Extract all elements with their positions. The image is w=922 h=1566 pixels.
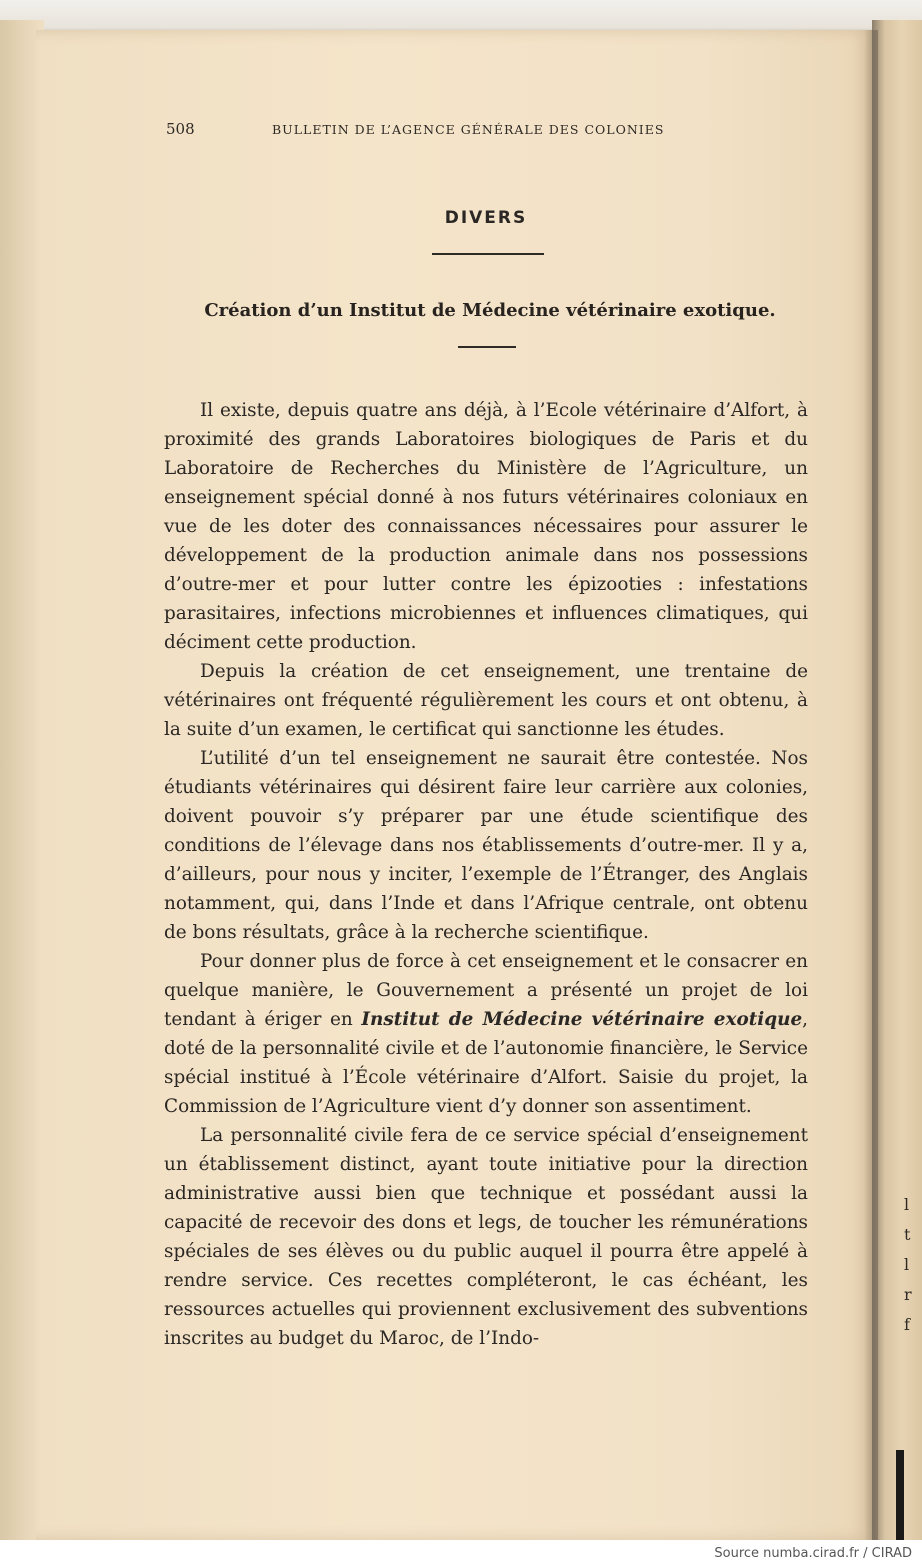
page-number: 508: [166, 120, 195, 138]
institute-name-emphasis: Institut de Médecine vétérinaire exotique: [361, 1009, 803, 1030]
fragment-char: t: [904, 1225, 911, 1244]
paragraph: Il existe, depuis quatre ans déjà, à l’Ecole vétérinaire d’Alfort, à proximité des grands Laboratoires biologiques de Paris et du Laboratoire de Recherches du Ministère de l’Agriculture, un enseignement spécial donné à nos futurs vétérinaires coloniaux en vue de les doter des connaissances nécessaires pour assurer le développement de la production animale dans nos possessions d’outre-mer et pour lutter contre les épizooties : infestations parasitaires, infections microbiennes et influences climatiques, qui déciment cette production.: [164, 400, 808, 653]
paragraph-text: , doté de la personnalité civile et de l’autonomie financière, le Service spécial institué à l’École vétérinaire d’Alfort. Saisie du projet, la Commission de l’Agriculture vient d’y donner son assentiment.: [164, 1009, 809, 1117]
paragraph: [164, 947, 808, 1121]
article-title: Création d’un Institut de Médecine vétérinaire exotique.: [204, 300, 776, 321]
next-page-text-fragments: [904, 1190, 920, 1340]
fragment-char: l: [904, 1255, 910, 1274]
fragment-char: l: [904, 1195, 910, 1214]
section-divider: [432, 253, 544, 255]
paragraph: La personnalité civile fera de ce service spécial d’enseignement un établissement distinct, ayant toute initiative pour la direction administrative aussi bien que technique et possédant aussi la capacité de recevoir des dons et legs, de toucher les rémunérations spéciales de ses élèves ou du public auquel il pourra être appelé à rendre service. Ces recettes compléteront, le cas échéant, les ressources actuelles qui proviennent exclusivement des subventions inscrites au budget du Maroc, de l’Indo-: [164, 1125, 808, 1349]
page-header: [166, 120, 806, 140]
running-head: BULLETIN DE L’AGENCE GÉNÉRALE DES COLONIES: [272, 122, 665, 137]
section-title: DIVERS: [444, 208, 528, 228]
fragment-char: r: [904, 1285, 912, 1304]
fragment-char: f: [904, 1315, 910, 1334]
paragraph: L’utilité d’un tel enseignement ne saurait être contestée. Nos étudiants vétérinaires qui désirent faire leur carrière aux colonies, doivent pouvoir s’y préparer par une étude scientifique des conditions de l’élevage dans nos établissements d’outre-mer. Il y a, d’ailleurs, pour nous y inciter, l’exemple de l’Étranger, des Anglais notamment, qui, dans l’Inde et dans l’Afrique centrale, ont obtenu de bons résultats, grâce à la recherche scientifique.: [164, 748, 808, 943]
title-divider: [458, 346, 516, 348]
gutter-shadow: [864, 30, 878, 1540]
paragraph: Depuis la création de cet enseignement, une trentaine de vétérinaires ont fréquenté régulièrement les cours et ont obtenu, à la suite d’un examen, le certificat qui sanctionne les études.: [164, 661, 808, 740]
article-body: [164, 396, 808, 1353]
bookmark-ribbon: [896, 1450, 904, 1540]
paragraph-text: Pour donner plus de force à cet enseignement et le consacrer en quelque manière, le Gouvernement a présenté un projet de loi tendant à ériger en: [164, 951, 808, 1030]
source-credit: Source numba.cirad.fr / CIRAD: [714, 1546, 912, 1561]
